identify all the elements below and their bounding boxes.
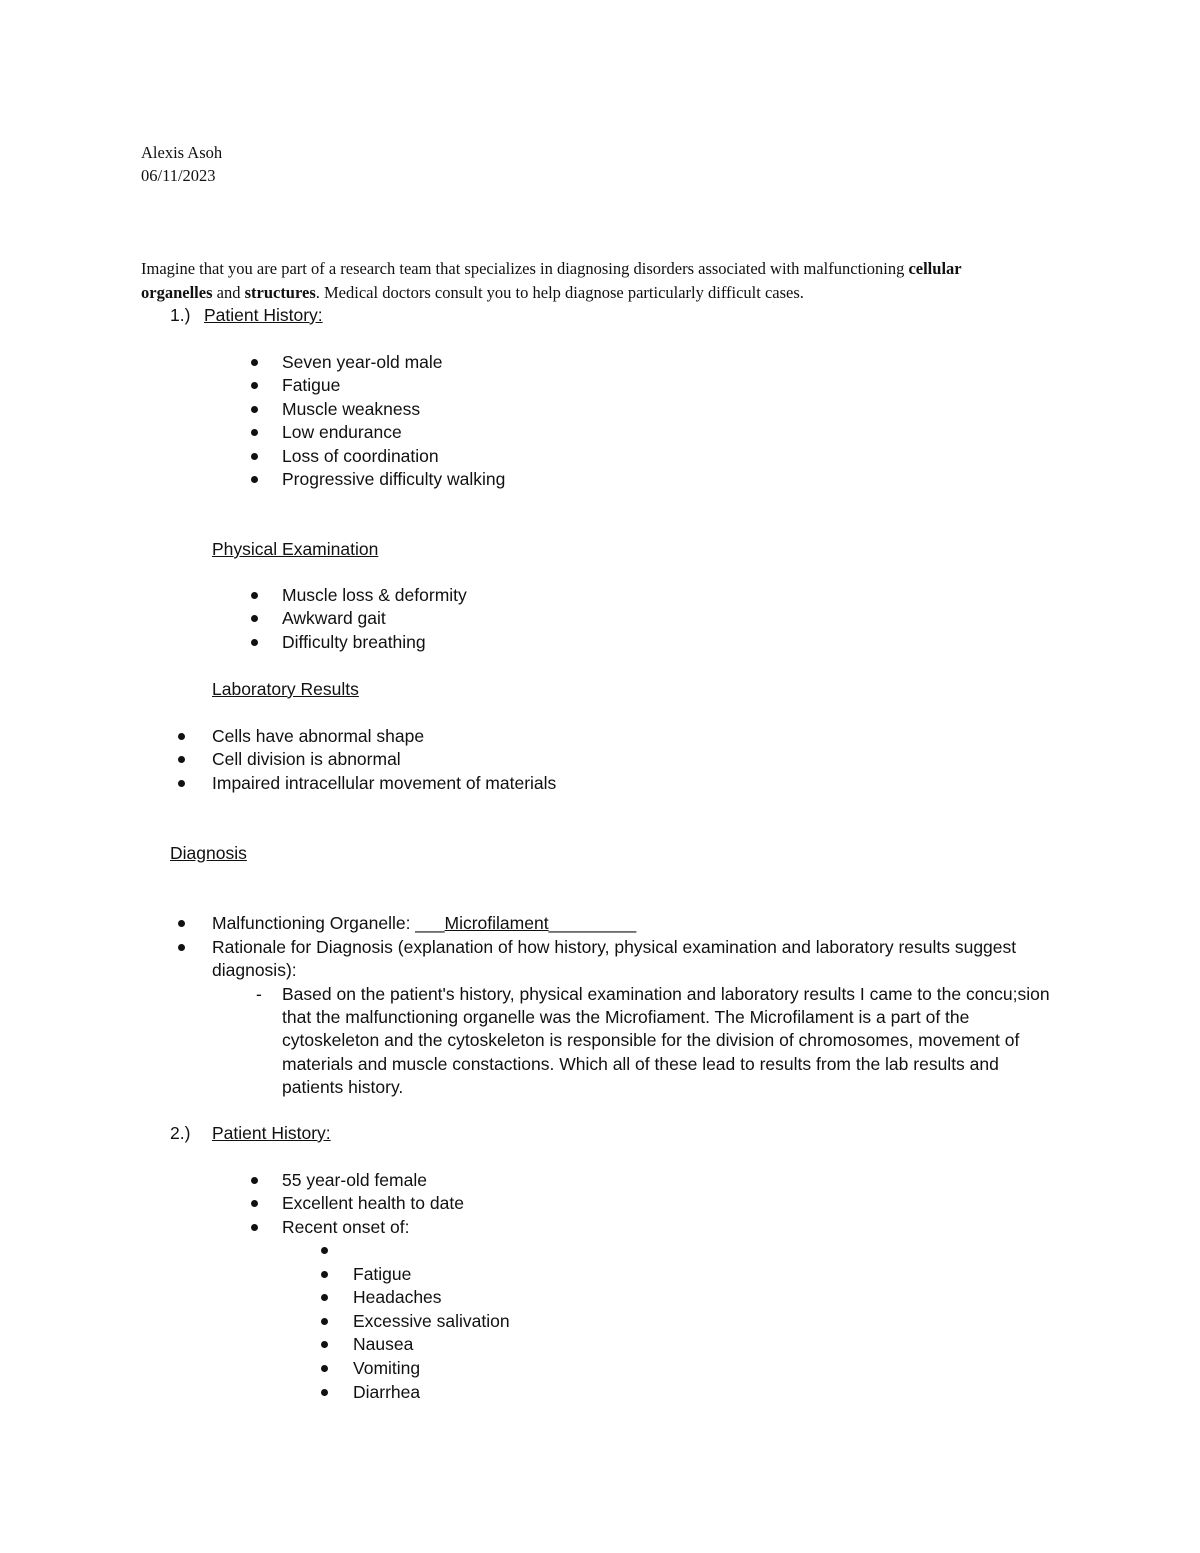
author-name: Alexis Asoh	[141, 143, 223, 162]
list-item: 55 year-old female	[282, 1170, 427, 1190]
intro-bold-structures: structures	[244, 283, 316, 302]
bullet-dot	[178, 756, 185, 763]
bullet-dot	[251, 476, 258, 483]
intro-text-and: and	[212, 283, 245, 302]
bullet-dot	[178, 733, 185, 740]
bullet-dot	[178, 780, 185, 787]
list-item: Fatigue	[282, 375, 341, 396]
list-item: patients history.	[282, 1076, 404, 1097]
list-item: Impaired intracellular movement of materials	[212, 772, 557, 793]
list-item: Diarrhea	[353, 1381, 421, 1402]
bullet-dot	[321, 1365, 328, 1372]
organelle-answer: Microfilament	[444, 913, 549, 933]
list-item: Cells have abnormal shape	[212, 726, 425, 746]
organelle-prefix: Malfunctioning Organelle: ___	[212, 913, 445, 933]
bullet-dot	[321, 1271, 328, 1278]
intro-text: Imagine that you are part of a research team that specializes in diagnosing disorders associated with malfunctioning	[141, 259, 909, 278]
bullet-dot	[321, 1294, 328, 1301]
list-item: Progressive difficulty walking	[282, 469, 506, 489]
bullet-dot	[251, 429, 258, 436]
bullet-dot	[251, 382, 258, 389]
rationale-line-2: diagnosis):	[212, 960, 297, 980]
list-item: Based on the patient's history, physical examination and laboratory results I came to the concu;sion	[282, 984, 1050, 1004]
rationale-line-1: Rationale for Diagnosis (explanation of how history, physical examination and laboratory results suggest	[212, 937, 1017, 957]
answer-dash: -	[256, 984, 262, 1004]
list-item: Cell division is abnormal	[212, 749, 401, 770]
list-item: Recent onset of:	[282, 1216, 410, 1237]
list-item: Loss of coordination	[282, 445, 439, 466]
case1-number: 1.)	[170, 305, 191, 325]
bullet-dot	[178, 944, 185, 951]
list-item: that the malfunctioning organelle was the Microfiament. The Microfilament is a part of the	[282, 1007, 970, 1028]
list-item: Nausea	[353, 1334, 414, 1355]
malfunctioning-organelle-line	[212, 913, 636, 934]
intro-bold-organelles: organelles	[141, 283, 213, 302]
bullet-dot	[251, 453, 258, 460]
list-item: Excellent health to date	[282, 1193, 464, 1214]
bullet-dot	[178, 920, 185, 927]
bullet-dot	[251, 1177, 258, 1184]
intro-bold-cellular: cellular	[908, 259, 962, 278]
list-item: Difficulty breathing	[282, 631, 426, 652]
bullet-dot	[251, 639, 258, 646]
bullet-dot	[321, 1389, 328, 1396]
case1-diagnosis-heading: Diagnosis	[170, 843, 247, 863]
case2-number: 2.)	[170, 1123, 191, 1143]
bullet-dot	[251, 406, 258, 413]
document-date: 06/11/2023	[141, 166, 216, 185]
case1-history-heading: Patient History:	[204, 305, 323, 325]
bullet-dot	[321, 1247, 328, 1254]
list-item: Awkward gait	[282, 608, 386, 629]
case1-lab-heading: Laboratory Results	[212, 679, 359, 699]
bullet-dot	[251, 1224, 258, 1231]
list-item: Vomiting	[353, 1358, 421, 1378]
list-item: materials and muscle constactions. Which all of these lead to results from the lab results and	[282, 1053, 999, 1074]
list-item: Fatigue	[353, 1263, 412, 1284]
bullet-dot	[251, 615, 258, 622]
intro-line-1	[141, 259, 962, 279]
case1-exam-heading: Physical Examination	[212, 539, 379, 559]
bullet-dot	[321, 1318, 328, 1325]
case2-history-heading: Patient History:	[212, 1123, 331, 1143]
bullet-dot	[251, 359, 258, 366]
list-item: cytoskeleton and the cytoskeleton is responsible for the division of chromosomes, movement of	[282, 1030, 1020, 1051]
list-item: Low endurance	[282, 422, 402, 443]
list-item: Muscle loss & deformity	[282, 585, 467, 605]
intro-line-2	[141, 283, 804, 303]
organelle-suffix: _________	[548, 913, 637, 933]
bullet-dot	[251, 592, 258, 599]
intro-text-end: . Medical doctors consult you to help diagnose particularly difficult cases.	[315, 283, 804, 302]
list-item: Headaches	[353, 1287, 442, 1308]
list-item: Muscle weakness	[282, 398, 421, 419]
bullet-dot	[321, 1341, 328, 1348]
list-item: Excessive salivation	[353, 1310, 510, 1331]
list-item: Seven year-old male	[282, 352, 443, 372]
bullet-dot	[251, 1200, 258, 1207]
